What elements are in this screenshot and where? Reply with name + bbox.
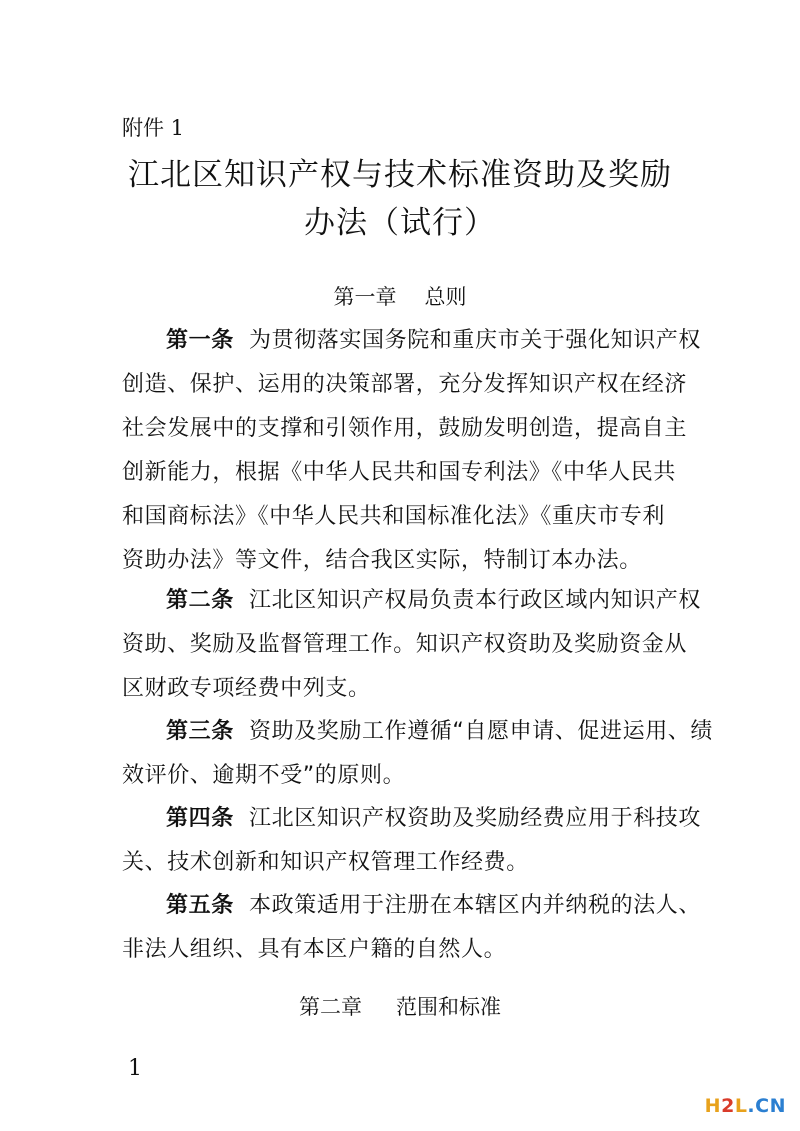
article-2-line-1	[166, 583, 701, 614]
chapter-2-name: 范围和标准	[396, 995, 501, 1019]
attachment-label: 附件 1	[122, 116, 185, 140]
article-1-text: 为贯彻落实国务院和重庆市关于强化知识产权	[249, 328, 702, 353]
article-1-line-5: 和国商标法》《中华人民共和国标准化法》《重庆市专利	[122, 504, 666, 529]
article-1-label: 第一条	[166, 328, 234, 353]
article-3-line-1	[166, 714, 713, 745]
article-4-line-2: 关、技术创新和知识产权管理工作经费。	[122, 850, 529, 875]
article-2-label: 第二条	[166, 588, 234, 613]
article-1-line-1	[166, 323, 701, 354]
article-5-line-2: 非法人组织、具有本区户籍的自然人。	[122, 937, 507, 962]
chapter-1-number: 第一章	[333, 285, 397, 309]
article-1-line-6: 资助办法》等文件，结合我区实际，特制订本办法。	[122, 548, 642, 573]
chapter-1-heading	[0, 281, 800, 311]
article-2-text: 江北区知识产权局负责本行政区域内知识产权	[249, 588, 702, 613]
chapter-2-number: 第二章	[299, 995, 362, 1019]
document-title-line-1: 江北区知识产权与技术标准资助及奖励	[128, 157, 672, 193]
article-4-text: 江北区知识产权资助及奖励经费应用于科技攻	[249, 806, 702, 831]
article-4-line-1	[166, 801, 701, 832]
document-title-line-2: 办法（试行）	[304, 205, 496, 241]
article-1-line-3: 社会发展中的支撑和引领作用，鼓励发明创造，提高自主	[122, 416, 688, 441]
article-5-label: 第五条	[166, 893, 234, 918]
article-2-line-3: 区财政专项经费中列支。	[122, 676, 371, 701]
chapter-2-heading	[0, 991, 800, 1021]
article-4-label: 第四条	[166, 806, 234, 831]
article-3-text: 资助及奖励工作遵循“自愿申请、促进运用、绩	[249, 719, 713, 744]
article-3-label: 第三条	[166, 719, 234, 744]
page-number: 1	[128, 1056, 142, 1081]
site-watermark-logo: H2L.CN	[704, 1095, 786, 1117]
article-3-line-2: 效评价、逾期不受”的原则。	[122, 763, 406, 788]
article-2-line-2: 资助、奖励及监督管理工作。知识产权资助及奖励资金从	[122, 632, 688, 657]
article-5-text: 本政策适用于注册在本辖区内并纳税的法人、	[249, 893, 702, 918]
article-1-line-4: 创新能力，根据《中华人民共和国专利法》《中华人民共	[122, 460, 677, 485]
article-1-line-2: 创造、保护、运用的决策部署，充分发挥知识产权在经济	[122, 372, 688, 397]
article-5-line-1	[166, 888, 701, 919]
chapter-1-name: 总则	[424, 285, 467, 309]
